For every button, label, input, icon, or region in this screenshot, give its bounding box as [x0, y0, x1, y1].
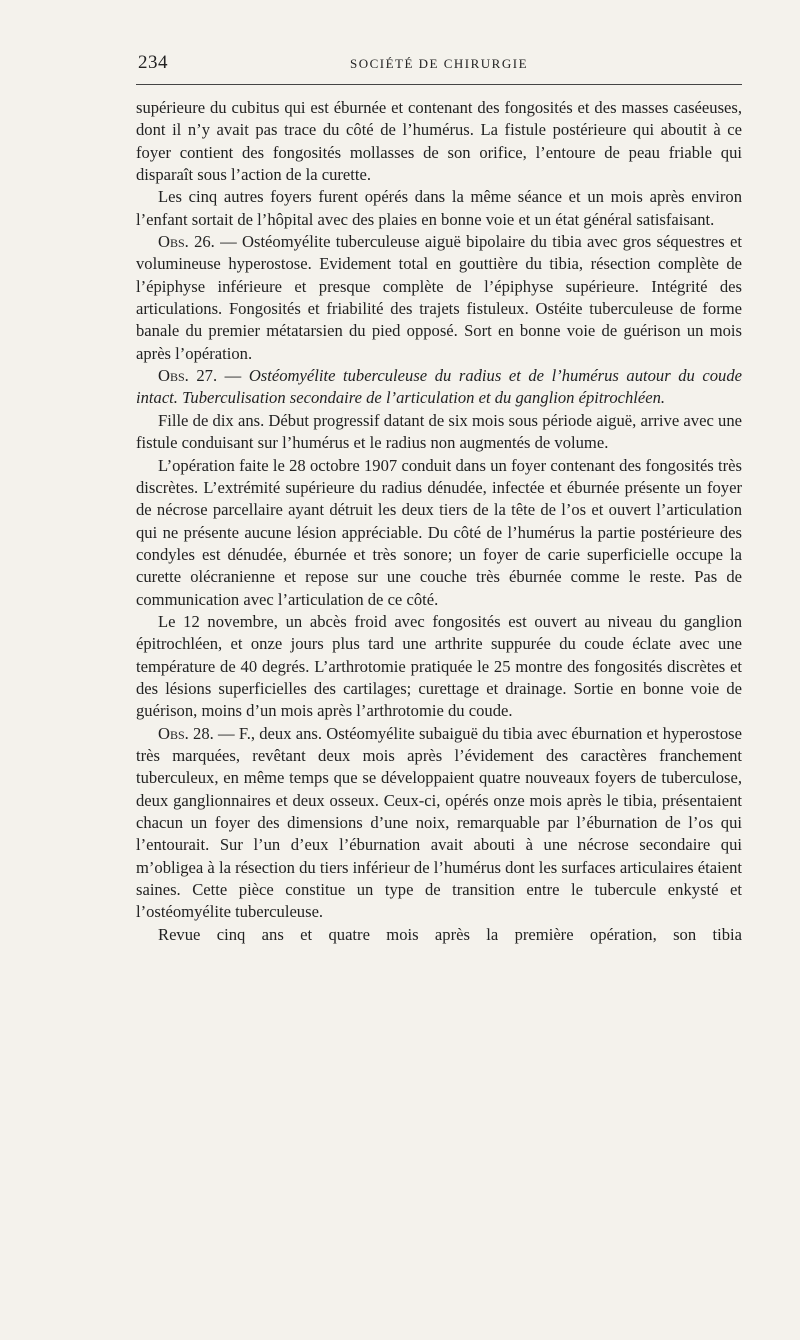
observation-label: Obs. 27.: [158, 366, 218, 386]
observation-27: [136, 365, 742, 410]
running-head: SOCIÉTÉ DE CHIRURGIE: [349, 56, 529, 71]
page-header: [136, 40, 742, 85]
observation-text: — Ostéomyélite tuberculeuse aiguë bipolaire du tibia avec gros séquestres et volumineuse hyperostose. Evidement total en gouttière du tibia, résection complète de l’épiphyse inférieure et presque complète de l’épiphyse supérieure. Intégrité des articulations. Fongosités et friabilité des trajets fistuleux. Ostéite tuberculeuse de forme banale du premier métatarsien du pied opposé. Sort en bonne voie de guérison un mois après l’opération.: [136, 232, 743, 363]
observation-label: Obs. 28.: [158, 723, 214, 743]
page-number: 234: [138, 52, 168, 73]
observation-text: — F., deux ans. Ostéomyélite subaiguë du tibia avec éburnation et hyperostose très marquées, revêtant deux mois après l’évidement des caractères franchement tuberculeux, en même temps que se développaient quatre nouveaux foyers de tuberculose, deux ganglionnaires et deux osseux. Ceux-ci, opérés onze mois après le tibia, présentaient chacun un foyer des dimensions d’une noix, remarquable par l’éburnation de l’os qui l’entourait. Sur l’un d’eux l’éburnation avait abouti à une nécrose secondaire qui m’obligea à la résection du tiers inférieur de l’humérus dont les surfaces articulaires étaient saines. Cette pièce constitue un type de transition entre le tubercule enkysté et l’ostéomyélite tuberculeuse.: [136, 723, 742, 922]
book-page: [136, 40, 742, 946]
paragraph: Revue cinq ans et quatre mois après la première opération, son tibia: [158, 924, 742, 944]
paragraph: Le 12 novembre, un abcès froid avec fongosités est ouvert au niveau du ganglion épitrochléen, et onze jours plus tard une arthrite suppurée du coude éclate avec une température de 40 degrés. L’arthrotomie pratiquée le 25 montre des fongosités discrètes et des lésions superficielles des cartilages; curettage et drainage. Sortie en bonne voie de guérison, moins d’un mois après l’arthrotomie du coude.: [136, 611, 742, 721]
page-body: [136, 97, 742, 946]
observation-26: [136, 231, 742, 365]
observation-dash: —: [217, 366, 249, 386]
observation-title: Ostéomyélite tuberculeuse du radius et de l’humérus autour du coude intact. Tuberculisation secondaire de l’articulation et du ganglion épitrochléen.: [136, 366, 742, 408]
paragraph: Les cinq autres foyers furent opérés dans la même séance et un mois après environ l’enfant sortait de l’hôpital avec des plaies en bonne voie et un état général satisfaisant.: [136, 187, 742, 229]
paragraph-continuation: supérieure du cubitus qui est éburnée et contenant des fongosités et des masses caséeuses, dont il n’y avait pas trace du côté de l’humérus. La fistule postérieure qui aboutit à ce foyer contient des fongosités mollasses de son orifice, l’entoure de peau friable qui disparaît sous l’action de la curette.: [136, 98, 742, 185]
paragraph: Fille de dix ans. Début progressif datant de six mois sous période aiguë, arrive avec une fistule conduisant sur l’humérus et le radius non augmentés de volume.: [136, 410, 742, 453]
paragraph: L’opération faite le 28 octobre 1907 conduit dans un foyer contenant des fongosités très discrètes. L’extrémité supérieure du radius dénudée, infectée et éburnée présente un foyer de nécrose parcellaire ayant détruit les deux tiers de la tête de l’os et ouvert l’articulation qui ne présente aucune lésion appréciable. Du côté de l’humérus la partie postérieure des condyles est dénudée, éburnée et très sonore; un foyer de carie superficielle occupe la curette olécranienne et repose sur une couche très éburnée comme le reste. Pas de communication avec l’articulation de ce côté.: [136, 455, 742, 609]
observation-28: [136, 723, 742, 924]
observation-label: Obs. 26.: [158, 232, 215, 252]
